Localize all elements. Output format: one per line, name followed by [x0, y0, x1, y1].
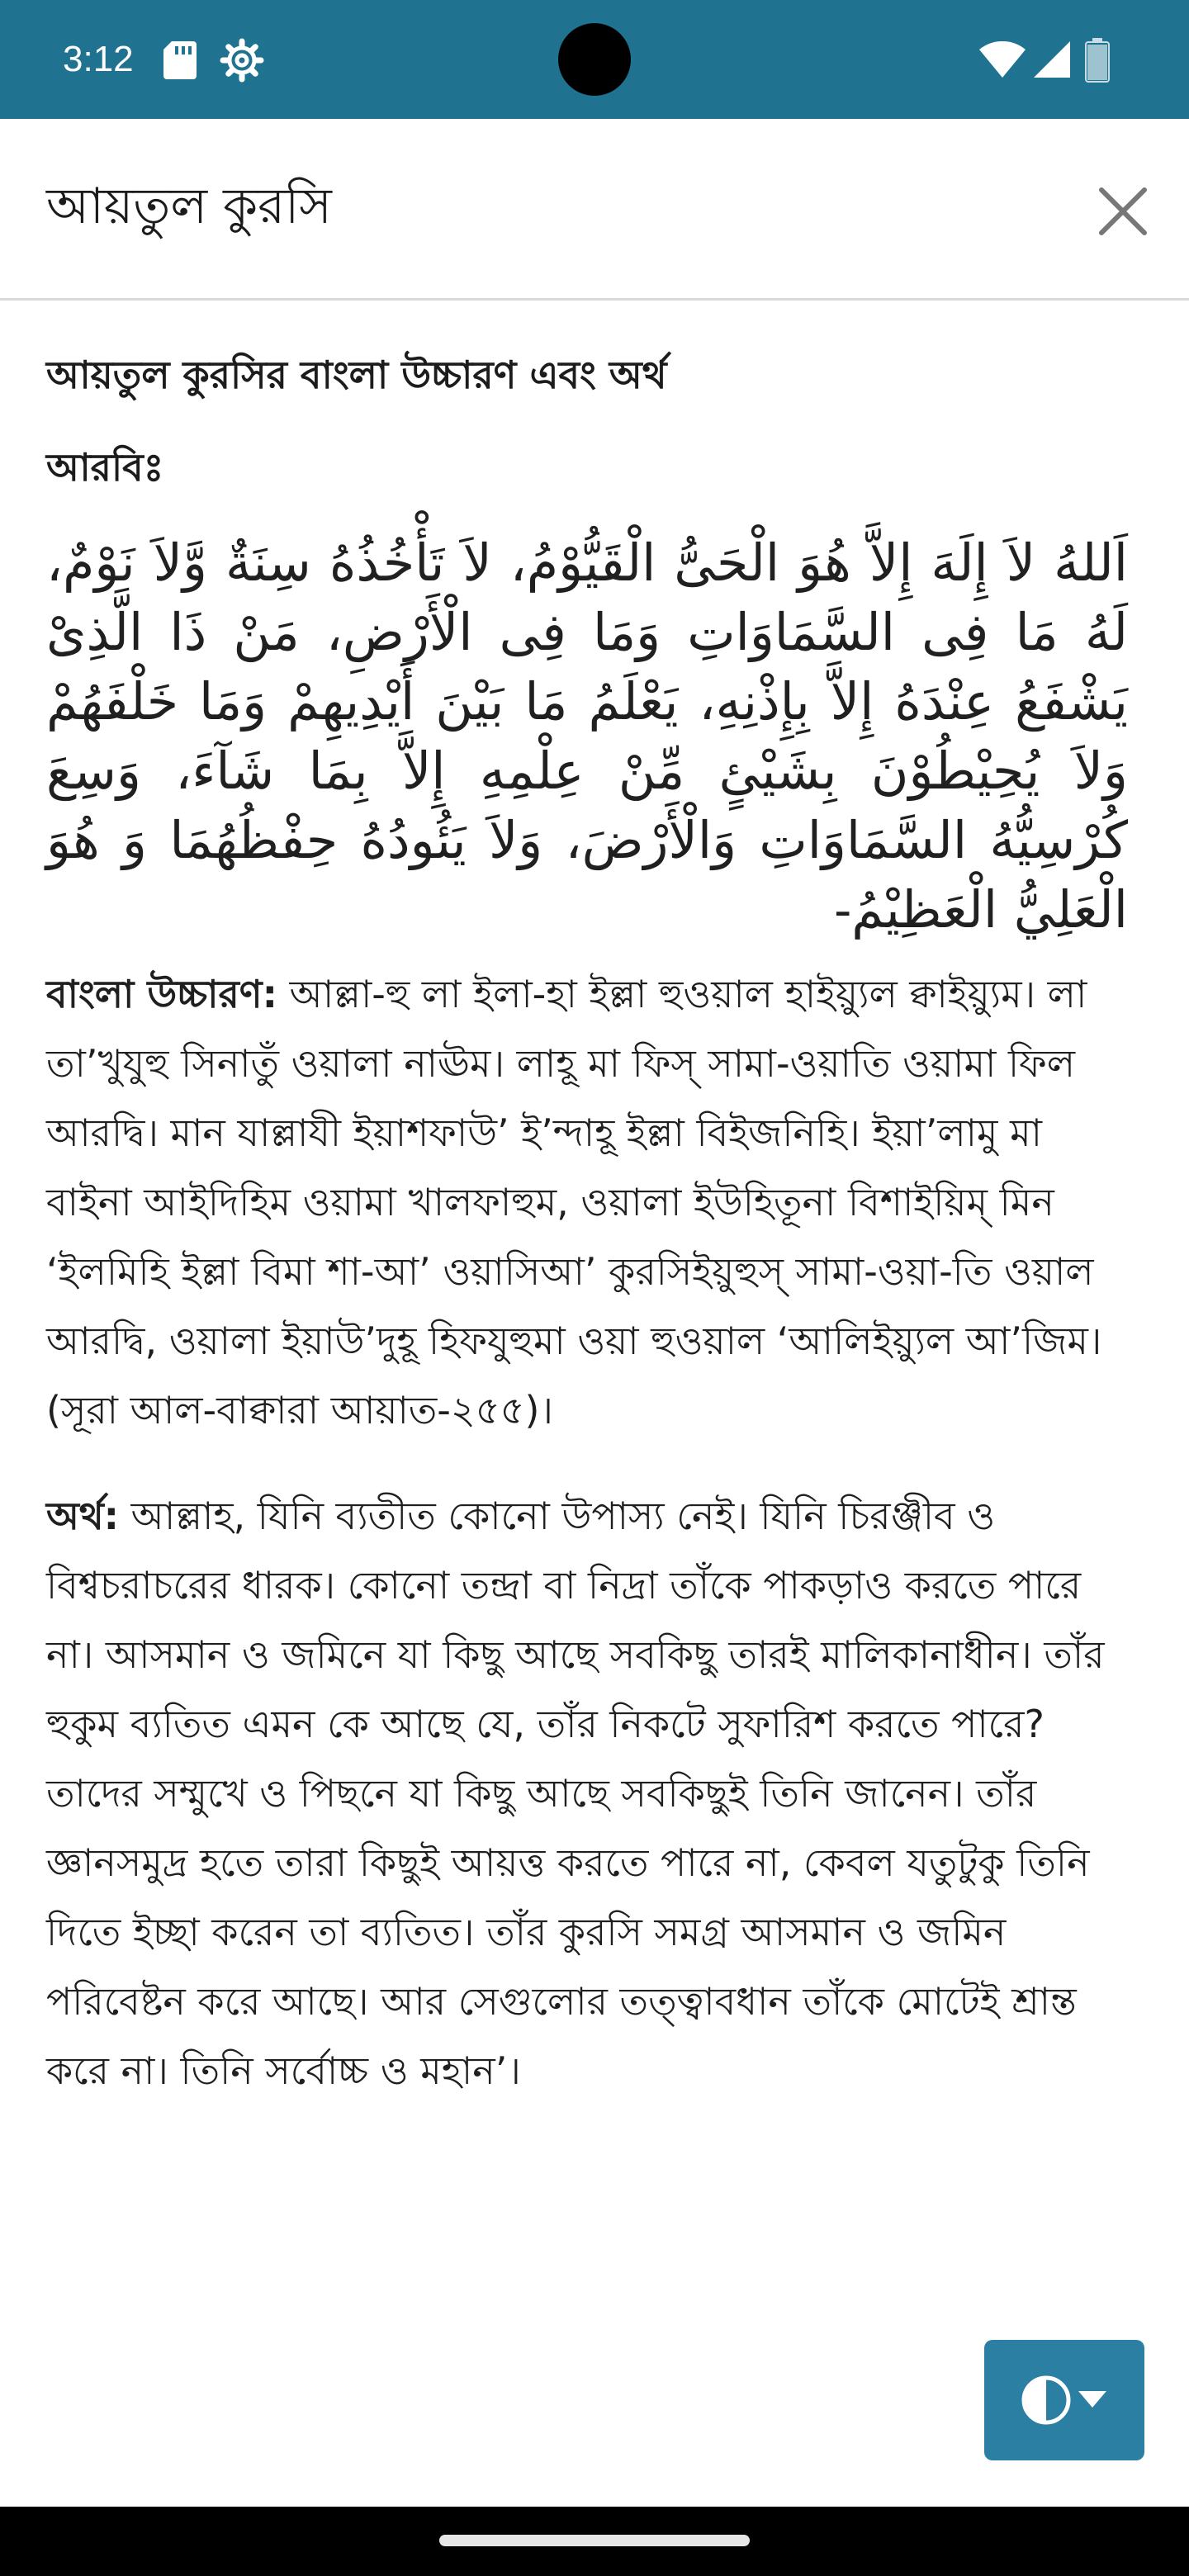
- arabic-label: আরবিঃ: [46, 445, 164, 490]
- sd-card-icon: [163, 41, 197, 79]
- theme-toggle-button[interactable]: [984, 2340, 1144, 2460]
- pronunciation-label: বাংলা উচ্চারণ:: [46, 972, 277, 1016]
- caret-down-icon: [1078, 2391, 1106, 2409]
- app-header: [0, 119, 1189, 301]
- section-heading: আয়তুল কুরসির বাংলা উচ্চারণ এবং অর্থ: [46, 353, 667, 397]
- status-time: 3:12: [63, 39, 134, 79]
- meaning-label: অর্থ:: [46, 1494, 120, 1538]
- article-content: [46, 301, 1128, 2105]
- meaning-paragraph: [46, 1481, 1128, 2105]
- status-bar: [0, 0, 1189, 119]
- pronunciation-text: আল্লা-হু লা ইলা-হা ইল্লা হুওয়াল হাইয়্যুল ক্বাইয়্যুম। লা তা’খুযুহু সিনাতুঁ ওয়ালা নাঊম। লাহূ মা ফিস্ সামা-ওয়াতি ওয়ামা ফিল আরদ্বি। মান যাল্লাযী ইয়াশফাউ’ ই’ন্দাহূ ইল্লা বিইজনিহি। ইয়া’লামু মা বাইনা আইদিহিম ওয়ামা খালফাহুম, ওয়ালা ইউহিতূনা বিশাইয়িম্ মিন ‘ইলমিহি ইল্লা বিমা শা-আ’ ওয়াসিআ’ কুরসিইয়ুহুস্ সামা-ওয়া-তি ওয়াল আরদ্বি, ওয়ালা ইয়াউ’দুহূ হিফযুহুমা ওয়া হুওয়াল ‘আলিইয়্যুল আ’জিম। (সূরা আল-বাক্বারা আয়াত-২৫৫)।: [46, 972, 1102, 1432]
- home-indicator[interactable]: [439, 2535, 750, 2546]
- battery-icon: [1085, 38, 1110, 83]
- pronunciation-paragraph: [46, 959, 1128, 1445]
- navigation-bar: [0, 2507, 1189, 2576]
- gear-icon: [220, 38, 264, 83]
- page-title: আয়তুল কুরসি: [46, 178, 332, 235]
- close-icon[interactable]: [1090, 178, 1156, 244]
- meaning-text: আল্লাহ, যিনি ব্যতীত কোনো উপাস্য নেই। যিনি চিরঞ্জীব ও বিশ্বচরাচরের ধারক। কোনো তন্দ্রা বা নিদ্রা তাঁকে পাকড়াও করতে পারে না। আসমান ও জমিনে যা কিছু আছে সবকিছু তারই মালিকানাধীন। তাঁর হুকুম ব্যতিত এমন কে আছে যে, তাঁর নিকটে সুফারিশ করতে পারে? তাদের সম্মুখে ও পিছনে যা কিছু আছে সবকিছুই তিনি জানেন। তাঁর জ্ঞানসমুদ্র হতে তারা কিছুই আয়ত্ত করতে পারে না, কেবল যতুটুকু তিনি দিতে ইচ্ছা করেন তা ব্যতিত। তাঁর কুরসি সমগ্র আসমান ও জমিন পরিবেষ্টন করে আছে। আর সেগুলোর তত্ত্বাবধান তাঁকে মোটেই শ্রান্ত করে না। তিনি সর্বোচ্চ ও মহান’।: [46, 1494, 1105, 2093]
- camera-cutout: [558, 23, 631, 96]
- arabic-verse: اَللهُ لاَ إِلَهَ إِلاَّ هُوَ الْحَىُّ الْقَيُّوْمُ، لاَ تَأْخُذُهُ سِنَةٌ وَّلاَ نَوْمٌ، لَهُ مَا فِى السَّمَاوَاتِ وَمَا فِى الْأَرْضِ، مَنْ ذَا الَّذِىْ يَشْفَعُ عِنْدَهُ إِلاَّ بِإِذْنِهِ، يَعْلَمُ مَا بَيْنَ أَيْدِيهِمْ وَمَا خَلْفَهُمْ وَلاَ يُحِيْطُوْنَ بِشَيْئٍ مِّنْ عِلْمِهِ إِلاَّ بِمَا شَآءَ، وَسِعَ كُرْسِيُّهُ السَّمَاوَاتِ وَالْأَرْضَ، وَلاَ يَئُودُهُ حِفْظُهُمَا وَ هُوَ الْعَلِيُّ الْعَظِيْمُ-: [46, 533, 1128, 940]
- contrast-icon: [1021, 2375, 1072, 2426]
- signal-icon: [1032, 40, 1072, 79]
- wifi-icon: [979, 41, 1026, 79]
